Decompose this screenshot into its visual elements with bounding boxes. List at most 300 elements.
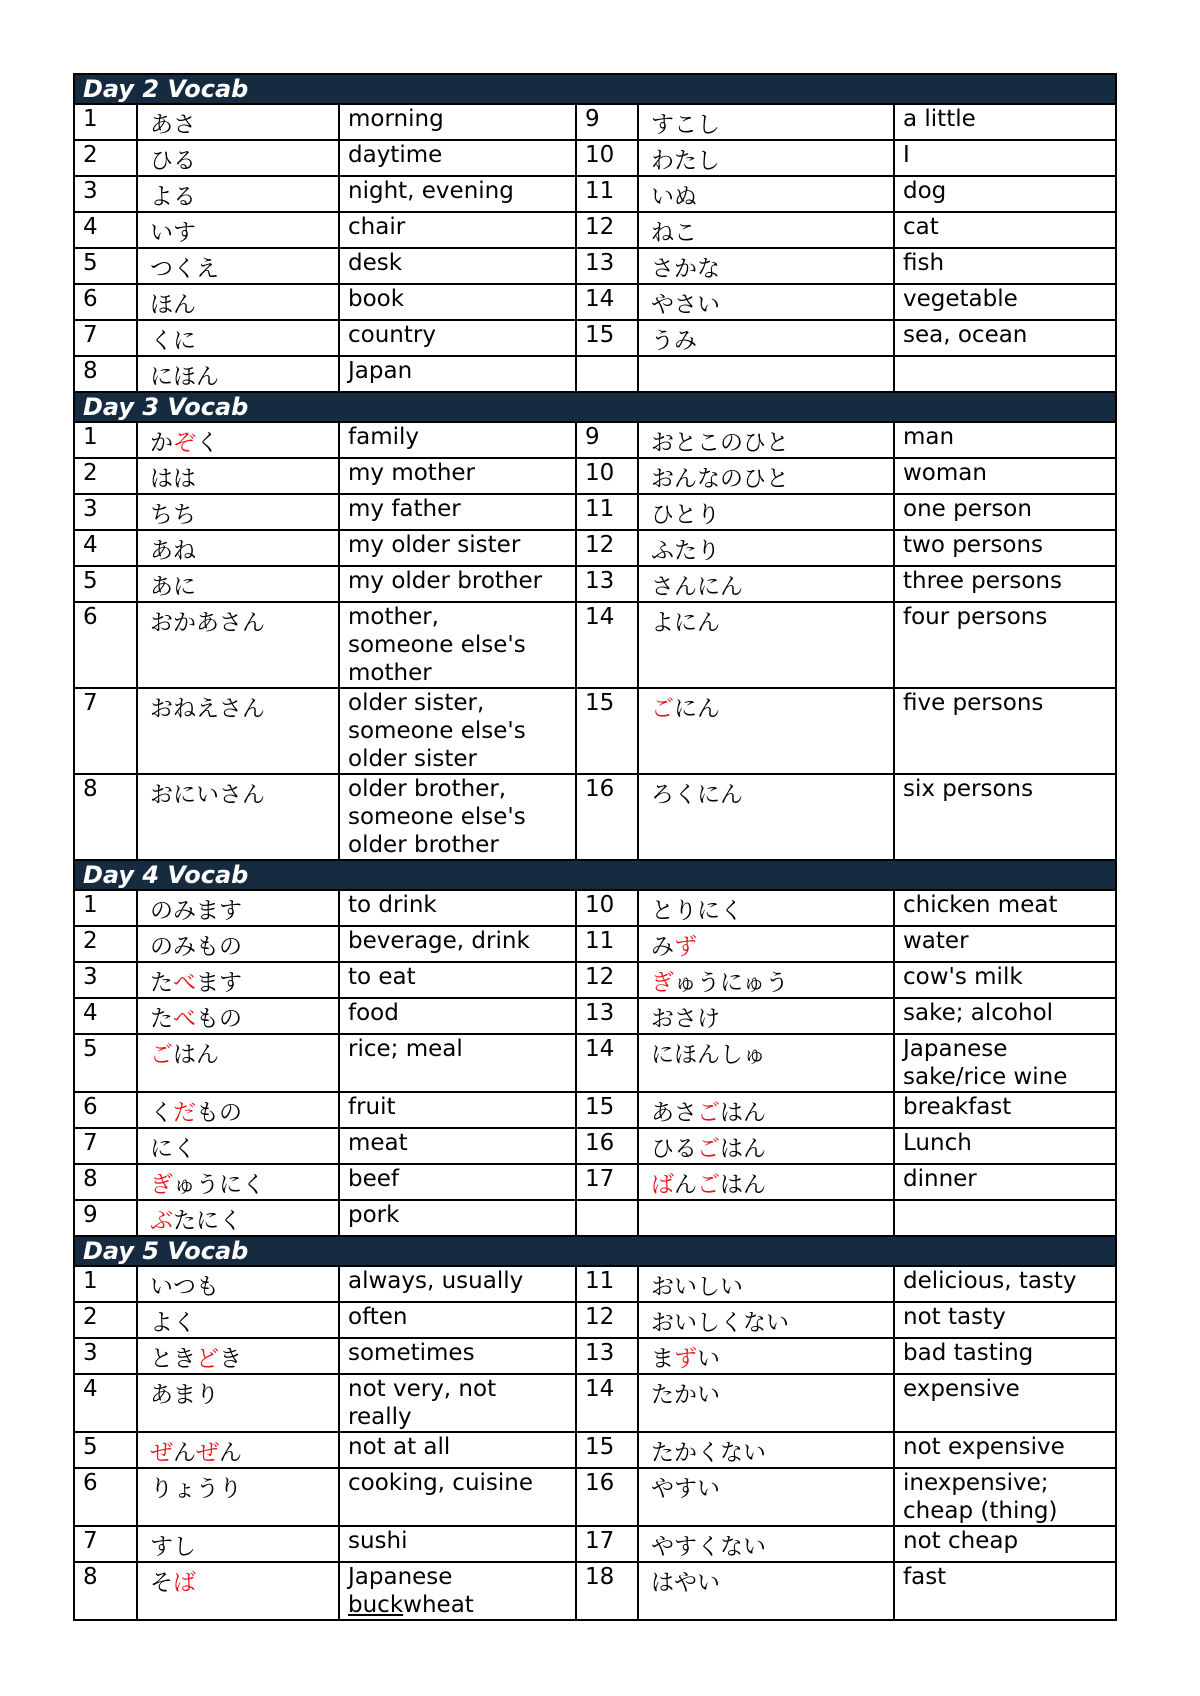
kana-word-left [137,1562,339,1620]
item-number-right: 18 [576,1562,638,1620]
kana-text [651,1469,720,1503]
english-meaning-left: my father [339,494,576,530]
english-meaning-right: not tasty [894,1302,1116,1338]
vocab-row [74,688,1116,774]
item-number-right: 14 [576,1374,638,1432]
vocab-row [74,1338,1116,1374]
english-meaning-right: two persons [894,530,1116,566]
kana-segment: はん [173,1042,219,1068]
kana-segment: にほん [150,364,219,390]
item-number-right: 11 [576,176,638,212]
kana-word-left [137,998,339,1034]
kana-text [651,1563,720,1597]
item-number-left: 3 [74,1338,137,1374]
kana-segment: よる [150,184,196,210]
kana-segment: た [150,970,173,996]
kana-segment: い [697,1346,720,1372]
english-meaning-right: chicken meat [894,890,1116,926]
vocab-row [74,926,1116,962]
kana-text [150,603,265,637]
vocab-row [74,284,1116,320]
item-number-right: 11 [576,926,638,962]
english-meaning-left: always, usually [339,1266,576,1302]
kana-segment: もの [196,1006,242,1032]
vocab-table-body [74,74,1116,1620]
kana-word-right [638,104,894,140]
english-meaning-left: family [339,422,576,458]
english-meaning-right: three persons [894,566,1116,602]
english-meaning-right: sake; alcohol [894,998,1116,1034]
kana-word-left [137,494,339,530]
english-meaning-right: sea, ocean [894,320,1116,356]
kana-word-left [137,926,339,962]
kana-segment: はやい [651,1570,720,1596]
kana-segment: にん [674,696,720,722]
item-number-right: 15 [576,320,638,356]
kana-segment: にほんしゅ [651,1042,766,1068]
english-line: really [348,1404,412,1430]
highlighted-kana: ぶ [150,1208,173,1234]
item-number-right: 14 [576,602,638,688]
item-number-left: 4 [74,530,137,566]
english-meaning-left [339,1562,576,1620]
kana-word-left [137,1200,339,1236]
item-number-right: 16 [576,1128,638,1164]
kana-text [150,963,242,997]
english-meaning-right [894,1468,1116,1526]
kana-segment: あまり [150,1382,219,1408]
english-meaning-right [894,1200,1116,1236]
english-meaning-left: desk [339,248,576,284]
kana-word-left [137,566,339,602]
kana-segment: のみます [150,898,242,924]
item-number-left: 1 [74,1266,137,1302]
vocab-row [74,998,1116,1034]
english-meaning-right: not cheap [894,1526,1116,1562]
english-meaning-right: six persons [894,774,1116,860]
item-number-right: 10 [576,890,638,926]
kana-segment: つくえ [150,256,219,282]
kana-segment: おいしい [651,1274,743,1300]
english-meaning-right: cat [894,212,1116,248]
item-number-left: 3 [74,176,137,212]
vocab-row [74,248,1116,284]
kana-segment: よく [150,1310,196,1336]
kana-segment: おかあさん [150,610,265,636]
kana-word-left [137,1374,339,1432]
kana-segment: やすくない [651,1534,766,1560]
vocab-row [74,602,1116,688]
kana-segment: ん [219,1440,242,1466]
kana-text [651,1165,766,1199]
vocab-row [74,422,1116,458]
kana-text [150,689,265,723]
kana-word-left [137,890,339,926]
item-number-left: 6 [74,1092,137,1128]
kana-text [150,249,219,283]
english-meaning-left: chair [339,212,576,248]
highlighted-kana: ず [674,1346,697,1372]
item-number-left: 6 [74,602,137,688]
english-meaning-left: often [339,1302,576,1338]
highlighted-kana: ば [173,1570,196,1596]
english-meaning-left [339,688,576,774]
english-line: mother [348,660,432,686]
item-number-left: 4 [74,1374,137,1432]
kana-word-right [638,1302,894,1338]
item-number-left: 5 [74,1432,137,1468]
vocab-row [74,356,1116,392]
english-meaning-right: one person [894,494,1116,530]
item-number-left: 9 [74,1200,137,1236]
english-meaning-right: expensive [894,1374,1116,1432]
kana-segment: やすい [651,1476,720,1502]
english-meaning-right: Lunch [894,1128,1116,1164]
item-number-right: 15 [576,1432,638,1468]
english-meaning-right: water [894,926,1116,962]
section-header [74,74,1116,104]
english-meaning-right: a little [894,104,1116,140]
kana-text [150,285,196,319]
item-number-left: 6 [74,1468,137,1526]
kana-text [651,423,789,457]
item-number-right: 9 [576,104,638,140]
kana-segment: おいしくない [651,1310,789,1336]
kana-word-right [638,962,894,998]
kana-word-right [638,140,894,176]
english-meaning-left: pork [339,1200,576,1236]
vocab-row [74,1374,1116,1432]
vocab-row [74,1092,1116,1128]
kana-word-right [638,356,894,392]
kana-word-left [137,1302,339,1338]
kana-text [150,775,265,809]
english-meaning-left: country [339,320,576,356]
highlighted-kana: ご [697,1100,720,1126]
english-line: someone else's [348,632,526,658]
english-line: wheat [403,1592,474,1618]
kana-word-left [137,320,339,356]
english-meaning-right: four persons [894,602,1116,688]
vocab-row [74,1164,1116,1200]
vocab-row [74,212,1116,248]
kana-text [651,1339,720,1373]
item-number-left: 3 [74,494,137,530]
english-meaning-left: Japan [339,356,576,392]
kana-word-left [137,1164,339,1200]
highlighted-kana: ご [150,1042,173,1068]
kana-segment: にく [150,1136,196,1162]
kana-text [651,1093,766,1127]
item-number-right: 15 [576,1092,638,1128]
english-meaning-left: fruit [339,1092,576,1128]
kana-segment: ん [674,1172,697,1198]
item-number-right: 13 [576,1338,638,1374]
kana-word-left [137,1092,339,1128]
kana-text [150,423,219,457]
kana-text [651,177,697,211]
kana-segment: ん [173,1440,196,1466]
kana-text [150,1035,219,1069]
kana-word-left [137,1468,339,1526]
vocab-row [74,1302,1116,1338]
kana-word-right [638,926,894,962]
item-number-right: 10 [576,458,638,494]
kana-text [150,1563,196,1597]
english-meaning-left: food [339,998,576,1034]
item-number-left: 1 [74,422,137,458]
kana-text [150,213,196,247]
kana-text [150,531,196,565]
item-number-right: 14 [576,284,638,320]
kana-segment: おさけ [651,1006,720,1032]
english-line: not very, not [348,1376,497,1402]
kana-segment: いす [150,220,196,246]
kana-segment: りょうり [150,1476,242,1502]
english-meaning-right [894,356,1116,392]
english-meaning-right: delicious, tasty [894,1266,1116,1302]
english-meaning-left: sushi [339,1526,576,1562]
kana-word-left [137,140,339,176]
item-number-right: 13 [576,998,638,1034]
kana-word-left [137,774,339,860]
english-meaning-left: beef [339,1164,576,1200]
kana-text [651,1129,766,1163]
kana-segment: ま [651,1346,674,1372]
item-number-left: 3 [74,962,137,998]
kana-word-left [137,212,339,248]
kana-word-left [137,1034,339,1092]
section-title: Day 3 Vocab [74,392,1116,422]
kana-segment: あに [150,574,196,600]
item-number-right: 17 [576,1164,638,1200]
kana-word-left [137,458,339,494]
kana-text [150,1375,219,1409]
english-meaning-left: book [339,284,576,320]
kana-segment: はん [720,1136,766,1162]
kana-text [150,1339,242,1373]
item-number-right: 11 [576,1266,638,1302]
kana-text [651,321,697,355]
english-meaning-right: dinner [894,1164,1116,1200]
kana-text [150,999,242,1033]
kana-word-right [638,458,894,494]
english-line: inexpensive; [903,1470,1049,1496]
kana-segment: わたし [651,148,720,174]
kana-segment: あさ [150,112,196,138]
item-number-left: 5 [74,1034,137,1092]
english-meaning-right: five persons [894,688,1116,774]
item-number-left: 2 [74,1302,137,1338]
vocab-row [74,530,1116,566]
kana-text [150,357,219,391]
kana-segment: おとこのひと [651,430,789,456]
kana-text [651,495,720,529]
kana-word-left [137,284,339,320]
english-meaning-left [339,1374,576,1432]
kana-text [150,1303,196,1337]
kana-text [150,891,242,925]
english-meaning-right: fast [894,1562,1116,1620]
kana-text [651,249,720,283]
vocab-row [74,1562,1116,1620]
kana-segment: うみ [651,328,697,354]
vocab-row [74,774,1116,860]
kana-word-left [137,422,339,458]
kana-word-left [137,248,339,284]
kana-text [651,105,720,139]
item-number-left: 2 [74,140,137,176]
kana-text [651,1267,743,1301]
kana-text [651,891,743,925]
kana-segment: のみもの [150,934,242,960]
kana-segment: ねこ [651,220,697,246]
english-line: Japanese [903,1036,1008,1062]
kana-segment: たにく [173,1208,242,1234]
item-number-left: 8 [74,1562,137,1620]
highlighted-kana: だ [173,1100,196,1126]
kana-text [651,999,720,1033]
kana-segment: いつも [150,1274,219,1300]
kana-word-right [638,212,894,248]
kana-segment: いぬ [651,184,697,210]
kana-word-right [638,1034,894,1092]
highlighted-kana: ご [697,1136,720,1162]
vocab-row [74,176,1116,212]
kana-text [150,1267,219,1301]
kana-text [651,1035,766,1069]
english-meaning-left: morning [339,104,576,140]
item-number-right: 10 [576,140,638,176]
item-number-right: 12 [576,962,638,998]
kana-text [651,1527,766,1561]
english-line: older brother [348,832,499,858]
kana-text [150,927,242,961]
vocab-row [74,458,1116,494]
item-number-right: 17 [576,1526,638,1562]
kana-segment: あさ [651,1100,697,1126]
item-number-right: 12 [576,530,638,566]
english-meaning-left: rice; meal [339,1034,576,1092]
kana-word-right [638,1200,894,1236]
kana-text [651,531,720,565]
vocab-row [74,140,1116,176]
english-meaning-left: beverage, drink [339,926,576,962]
section-title: Day 5 Vocab [74,1236,1116,1266]
highlighted-kana: べ [173,1006,196,1032]
kana-text [150,141,196,175]
kana-word-right [638,1526,894,1562]
section-title: Day 4 Vocab [74,860,1116,890]
kana-word-left [137,1338,339,1374]
item-number-right [576,1200,638,1236]
english-meaning-left: to eat [339,962,576,998]
kana-segment: ほん [150,292,196,318]
kana-text [150,459,196,493]
english-line: sake/rice wine [903,1064,1068,1090]
kana-text [651,285,720,319]
kana-text [150,1093,242,1127]
kana-word-right [638,890,894,926]
vocab-row [74,890,1116,926]
english-meaning-right: dog [894,176,1116,212]
item-number-left: 7 [74,688,137,774]
kana-segment: よにん [651,610,720,636]
section-title: Day 2 Vocab [74,74,1116,104]
kana-segment: とき [150,1346,196,1372]
item-number-right: 14 [576,1034,638,1092]
item-number-left: 6 [74,284,137,320]
kana-text [150,1469,242,1503]
kana-word-right [638,1432,894,1468]
section-header [74,860,1116,890]
kana-text [651,1303,789,1337]
item-number-right: 11 [576,494,638,530]
item-number-left: 2 [74,926,137,962]
kana-segment: さんにん [651,574,743,600]
kana-segment: おにいさん [150,782,265,808]
highlighted-kana: ご [651,696,674,722]
english-line: someone else's [348,718,526,744]
vocab-row [74,494,1116,530]
item-number-left: 7 [74,320,137,356]
highlighted-kana: べ [173,970,196,996]
english-meaning-right: not expensive [894,1432,1116,1468]
kana-segment: ゅうにく [173,1172,265,1198]
kana-text [651,963,789,997]
kana-segment: く [150,1100,173,1126]
english-meaning-right: woman [894,458,1116,494]
vocab-table [73,73,1117,1621]
item-number-right: 15 [576,688,638,774]
english-line: older sister [348,746,477,772]
kana-text [651,603,720,637]
item-number-left: 7 [74,1526,137,1562]
kana-segment: ひとり [651,502,720,528]
kana-text [150,1129,196,1163]
highlighted-kana: ど [196,1346,219,1372]
english-meaning-left: meat [339,1128,576,1164]
highlighted-kana: ぞ [173,430,196,456]
kana-word-right [638,774,894,860]
kana-word-left [137,688,339,774]
kana-text [651,567,743,601]
kana-word-right [638,530,894,566]
kana-text [651,689,720,723]
kana-segment: た [150,1006,173,1032]
item-number-left: 5 [74,248,137,284]
item-number-right: 12 [576,212,638,248]
english-line: older brother, [348,776,507,802]
highlighted-kana: ば [651,1172,674,1198]
kana-text [150,495,196,529]
vocab-row [74,1266,1116,1302]
english-meaning-right: breakfast [894,1092,1116,1128]
kana-word-right [638,566,894,602]
english-line: someone else's [348,804,526,830]
kana-segment: く [196,430,219,456]
kana-segment: すこし [651,112,720,138]
english-meaning-right [894,1034,1116,1092]
english-meaning-left: not at all [339,1432,576,1468]
kana-text [651,775,743,809]
kana-word-left [137,962,339,998]
item-number-left: 5 [74,566,137,602]
kana-segment: はは [150,466,196,492]
kana-text [150,105,196,139]
kana-segment: はん [720,1100,766,1126]
kana-word-right [638,688,894,774]
